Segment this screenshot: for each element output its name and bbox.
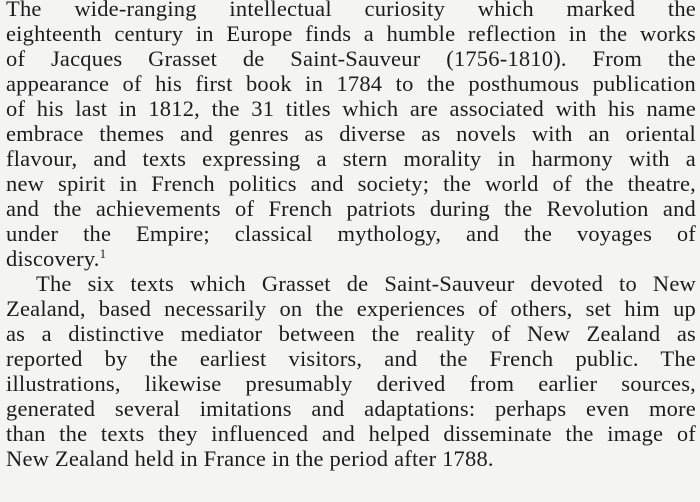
text-line: eighteenth century in Europe finds a humble reflection in the works: [6, 21, 696, 46]
text-line: appearance of his first book in 1784 to the posthumous publication: [6, 71, 696, 96]
text-line: embrace themes and genres as diverse as novels with an oriental: [6, 121, 696, 146]
text-line: The six texts which Grasset de Saint-Sauveur devoted to New: [36, 271, 696, 296]
text-line: reported by the earliest visitors, and the French public. The: [6, 346, 696, 371]
text-line-with-footnote: [0, 247, 700, 271]
text-line: illustrations, likewise presumably derived from earlier sources,: [6, 371, 696, 396]
text-line: of his last in 1812, the 31 titles which are associated with his name: [6, 96, 696, 121]
text-line: discovery.: [6, 246, 100, 271]
text-line: as a distinctive mediator between the reality of New Zealand as: [6, 321, 696, 346]
footnote-marker: 1: [99, 246, 107, 261]
text-line: New Zealand held in France in the period after 1788.: [6, 446, 494, 471]
text-line: new spirit in French politics and society; the world of the theatre,: [6, 171, 696, 196]
text-line: The wide-ranging intellectual curiosity which marked the: [6, 0, 696, 21]
text-line: flavour, and texts expressing a stern morality in harmony with a: [6, 146, 696, 171]
text-line: of Jacques Grasset de Saint-Sauveur (1756-1810). From the: [6, 46, 696, 71]
text-line: Zealand, based necessarily on the experiences of others, set him up: [6, 296, 696, 321]
text-line: under the Empire; classical mythology, and the voyages of: [6, 221, 696, 246]
text-line: than the texts they influenced and helped disseminate the image of: [6, 421, 696, 446]
text-line: and the achievements of French patriots during the Revolution and: [6, 196, 696, 221]
text-line: generated several imitations and adaptations: perhaps even more: [6, 396, 696, 421]
